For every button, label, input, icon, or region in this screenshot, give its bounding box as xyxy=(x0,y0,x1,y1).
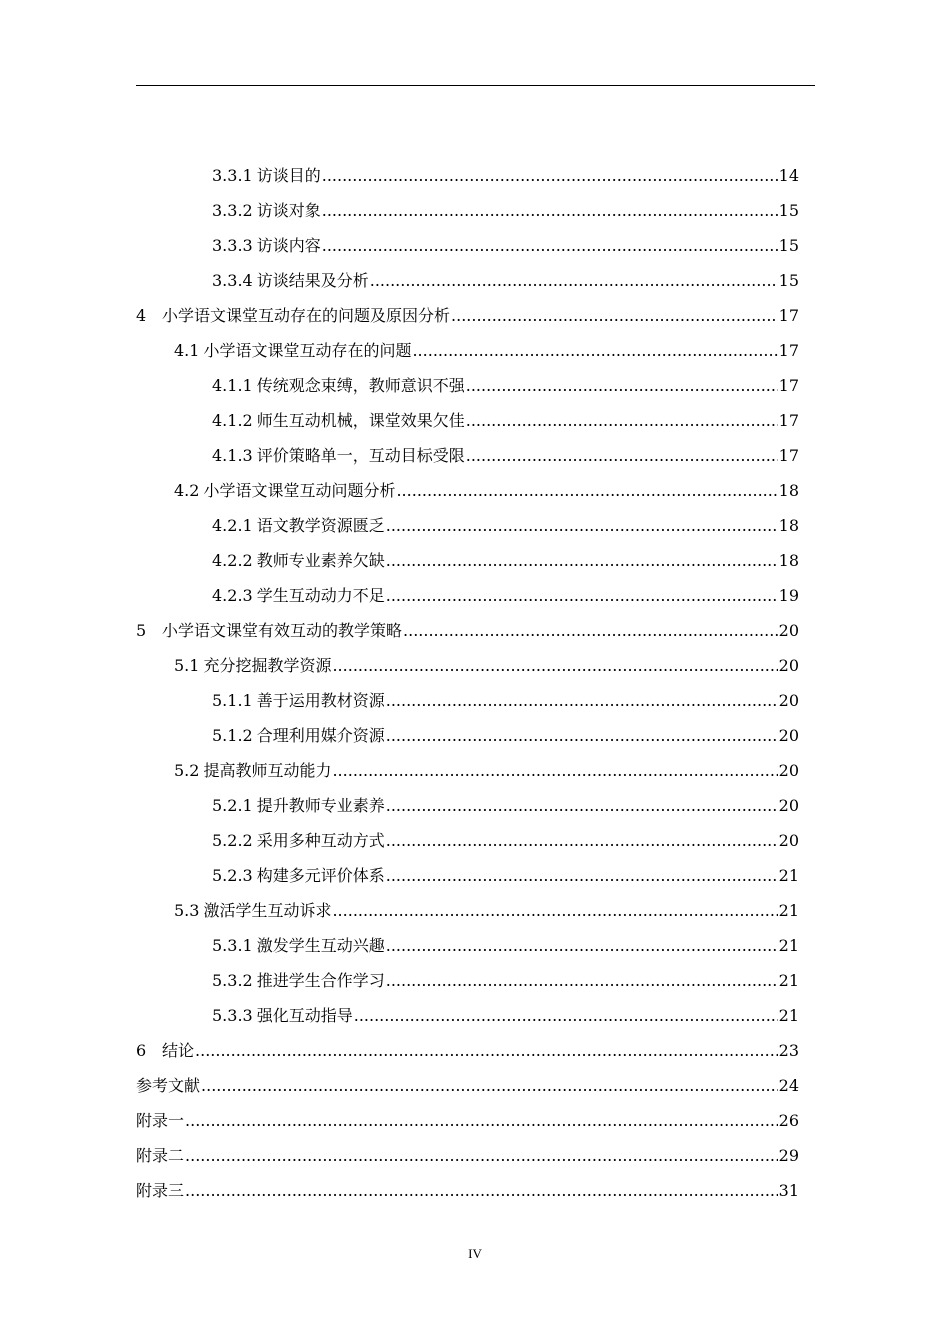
dot-leader xyxy=(466,438,778,473)
page-number: IV xyxy=(468,1246,482,1261)
toc-entry-number: 5.1.2 xyxy=(212,726,253,745)
toc-entry-number: 3.3.4 xyxy=(212,271,253,290)
toc-entry[interactable] xyxy=(136,368,799,403)
toc-entry-page: 21 xyxy=(778,936,799,955)
toc-entry[interactable] xyxy=(136,893,799,928)
toc-entry-number: 5.3 xyxy=(174,901,200,920)
toc-entry[interactable] xyxy=(136,333,799,368)
toc-entry-page: 17 xyxy=(778,306,799,325)
toc-entry[interactable] xyxy=(136,438,799,473)
dot-leader xyxy=(332,648,777,683)
toc-entry-title xyxy=(174,753,331,788)
toc-entry-title xyxy=(212,228,321,263)
toc-entry-label: 附录一 xyxy=(136,1111,185,1130)
dot-leader xyxy=(466,368,778,403)
toc-entry-number: 5.2.3 xyxy=(212,866,253,885)
toc-entry-page: 17 xyxy=(778,411,799,430)
toc-entry[interactable] xyxy=(136,543,799,578)
toc-entry-page: 29 xyxy=(778,1146,799,1165)
toc-entry[interactable] xyxy=(136,228,799,263)
toc-entry-label: 小学语文课堂有效互动的教学策略 xyxy=(162,621,403,640)
toc-entry-number: 5.2 xyxy=(174,761,200,780)
toc-entry-number: 3.3.3 xyxy=(212,236,253,255)
dot-leader xyxy=(386,963,778,998)
toc-entry-title xyxy=(212,368,465,403)
toc-entry-page: 21 xyxy=(778,1006,799,1025)
dot-leader xyxy=(354,998,778,1033)
toc-entry[interactable] xyxy=(136,613,799,648)
toc-entry-page: 21 xyxy=(778,866,799,885)
toc-entry-label: 激活学生互动诉求 xyxy=(203,901,332,920)
dot-leader xyxy=(466,403,778,438)
dot-leader xyxy=(185,1103,778,1138)
toc-entry[interactable] xyxy=(136,1103,799,1138)
toc-entry-page: 17 xyxy=(778,446,799,465)
toc-entry[interactable] xyxy=(136,263,799,298)
toc-entry-number: 5 xyxy=(136,621,147,640)
toc-entry-title xyxy=(174,333,411,368)
toc-entry-title xyxy=(212,928,385,963)
toc-entry-number: 4.2.3 xyxy=(212,586,253,605)
toc-entry-page: 17 xyxy=(778,341,799,360)
toc-entry-number: 4.1.1 xyxy=(212,376,253,395)
toc-entry-label: 小学语文课堂互动问题分析 xyxy=(203,481,396,500)
dot-leader xyxy=(185,1138,778,1173)
toc-entry[interactable] xyxy=(136,1068,799,1103)
toc-entry-label: 采用多种互动方式 xyxy=(256,831,385,850)
toc-entry-title xyxy=(212,788,385,823)
toc-entry-label: 访谈内容 xyxy=(256,236,321,255)
toc-entry-page: 20 xyxy=(778,621,799,640)
toc-entry-page: 23 xyxy=(778,1041,799,1060)
toc-entry-title xyxy=(212,543,385,578)
toc-entry-title xyxy=(212,963,385,998)
dot-leader xyxy=(201,1068,778,1103)
toc-entry[interactable] xyxy=(136,1138,799,1173)
toc-entry[interactable] xyxy=(136,648,799,683)
dot-leader xyxy=(332,893,777,928)
toc-entry-page: 20 xyxy=(778,796,799,815)
dot-leader xyxy=(185,1173,778,1208)
toc-entry-title xyxy=(174,648,331,683)
toc-entry-label: 访谈对象 xyxy=(256,201,321,220)
toc-entry-title xyxy=(174,473,395,508)
toc-entry-title xyxy=(212,858,385,893)
toc-entry-label: 访谈目的 xyxy=(256,166,321,185)
toc-entry-number: 4.2.2 xyxy=(212,551,253,570)
toc-entry[interactable] xyxy=(136,158,799,193)
toc-entry-label: 评价策略单一，互动目标受限 xyxy=(256,446,465,465)
dot-leader xyxy=(386,578,778,613)
dot-leader xyxy=(412,333,777,368)
toc-entry-label: 附录二 xyxy=(136,1146,185,1165)
dot-leader xyxy=(386,858,778,893)
toc-entry-label: 推进学生合作学习 xyxy=(256,971,385,990)
dot-leader xyxy=(322,193,778,228)
toc-entry-label: 参考文献 xyxy=(136,1076,201,1095)
toc-entry-label: 教师专业素养欠缺 xyxy=(256,551,385,570)
toc-entry-label: 合理利用媒介资源 xyxy=(256,726,385,745)
toc-entry-label: 小学语文课堂互动存在的问题及原因分析 xyxy=(162,306,451,325)
toc-entry[interactable] xyxy=(136,1033,799,1068)
toc-entry-page: 15 xyxy=(778,236,799,255)
dot-leader xyxy=(386,508,778,543)
toc-entry-title xyxy=(136,1138,184,1173)
toc-entry-title xyxy=(174,893,331,928)
dot-leader xyxy=(322,228,778,263)
toc-entry-title xyxy=(212,158,321,193)
toc-entry[interactable] xyxy=(136,753,799,788)
toc-entry-number: 5.3.1 xyxy=(212,936,253,955)
toc-entry-title xyxy=(212,578,385,613)
toc-entry-page: 15 xyxy=(778,201,799,220)
toc-entry-label: 提升教师专业素养 xyxy=(256,796,385,815)
toc-entry-number: 4.1.3 xyxy=(212,446,253,465)
dot-leader xyxy=(403,613,778,648)
dot-leader xyxy=(451,298,778,333)
toc-entry[interactable] xyxy=(136,508,799,543)
dot-leader xyxy=(195,1033,778,1068)
dot-leader xyxy=(322,158,778,193)
toc-entry-page: 20 xyxy=(778,691,799,710)
toc-entry-label: 访谈结果及分析 xyxy=(256,271,369,290)
toc-entry-number: 4.1.2 xyxy=(212,411,253,430)
toc-entry-page: 18 xyxy=(778,516,799,535)
toc-entry[interactable] xyxy=(136,683,799,718)
toc-entry-page: 21 xyxy=(778,901,799,920)
toc-entry-page: 21 xyxy=(778,971,799,990)
toc-entry-title xyxy=(136,1068,200,1103)
toc-entry-label: 提高教师互动能力 xyxy=(203,761,332,780)
dot-leader xyxy=(386,543,778,578)
toc-entry-title xyxy=(212,823,385,858)
toc-entry[interactable] xyxy=(136,963,799,998)
toc-entry[interactable] xyxy=(136,1173,799,1208)
toc-entry-number: 4.1 xyxy=(174,341,200,360)
toc-entry-label: 传统观念束缚，教师意识不强 xyxy=(256,376,465,395)
toc-entry-label: 师生互动机械，课堂效果欠佳 xyxy=(256,411,465,430)
toc-entry-title xyxy=(136,298,450,333)
toc-entry-title xyxy=(212,508,385,543)
toc-entry[interactable] xyxy=(136,473,799,508)
toc-entry-page: 18 xyxy=(778,551,799,570)
toc-entry-title xyxy=(212,718,385,753)
header-rule xyxy=(136,85,815,86)
toc-entry-label: 激发学生互动兴趣 xyxy=(256,936,385,955)
toc-entry-page: 20 xyxy=(778,761,799,780)
toc-entry-label: 附录三 xyxy=(136,1181,185,1200)
dot-leader xyxy=(386,823,778,858)
toc-entry-page: 18 xyxy=(778,481,799,500)
toc-entry[interactable] xyxy=(136,298,799,333)
dot-leader xyxy=(332,753,777,788)
toc-entry-page: 17 xyxy=(778,376,799,395)
toc-entry-page: 20 xyxy=(778,656,799,675)
toc-entry[interactable] xyxy=(136,998,799,1033)
toc-entry-number: 6 xyxy=(136,1041,147,1060)
toc-entry-number: 4.2 xyxy=(174,481,200,500)
table-of-contents xyxy=(136,158,799,1208)
toc-entry-number: 3.3.1 xyxy=(212,166,253,185)
toc-entry-title xyxy=(136,1033,194,1068)
toc-entry-number: 5.3.2 xyxy=(212,971,253,990)
toc-entry-page: 20 xyxy=(778,726,799,745)
toc-entry-number: 5.1 xyxy=(174,656,200,675)
toc-entry-page: 26 xyxy=(778,1111,799,1130)
toc-entry-number: 4 xyxy=(136,306,147,325)
toc-entry-title xyxy=(212,193,321,228)
toc-entry-label: 充分挖掘教学资源 xyxy=(203,656,332,675)
toc-entry-title xyxy=(212,683,385,718)
toc-entry-page: 24 xyxy=(778,1076,799,1095)
dot-leader xyxy=(386,683,778,718)
dot-leader xyxy=(370,263,778,298)
toc-entry[interactable] xyxy=(136,788,799,823)
toc-entry[interactable] xyxy=(136,193,799,228)
dot-leader xyxy=(396,473,777,508)
toc-entry[interactable] xyxy=(136,403,799,438)
toc-entry-title xyxy=(136,1173,184,1208)
toc-entry-label: 强化互动指导 xyxy=(256,1006,353,1025)
toc-entry-number: 5.1.1 xyxy=(212,691,253,710)
toc-entry-label: 小学语文课堂互动存在的问题 xyxy=(203,341,412,360)
toc-entry-title xyxy=(212,403,465,438)
toc-entry-page: 14 xyxy=(778,166,799,185)
dot-leader xyxy=(386,788,778,823)
toc-entry-number: 4.2.1 xyxy=(212,516,253,535)
toc-entry[interactable] xyxy=(136,858,799,893)
toc-entry-title xyxy=(212,263,369,298)
toc-entry-number: 3.3.2 xyxy=(212,201,253,220)
toc-entry-number: 5.2.2 xyxy=(212,831,253,850)
toc-entry[interactable] xyxy=(136,928,799,963)
toc-entry-page: 31 xyxy=(778,1181,799,1200)
toc-entry[interactable] xyxy=(136,578,799,613)
toc-entry-label: 构建多元评价体系 xyxy=(256,866,385,885)
toc-entry-page: 19 xyxy=(778,586,799,605)
toc-entry[interactable] xyxy=(136,718,799,753)
toc-entry-title xyxy=(212,438,465,473)
toc-entry-label: 善于运用教材资源 xyxy=(256,691,385,710)
toc-entry-number: 5.2.1 xyxy=(212,796,253,815)
toc-entry-page: 20 xyxy=(778,831,799,850)
toc-entry-title xyxy=(136,613,402,648)
toc-entry-title xyxy=(212,998,353,1033)
toc-entry-label: 语文教学资源匮乏 xyxy=(256,516,385,535)
dot-leader xyxy=(386,928,778,963)
toc-entry[interactable] xyxy=(136,823,799,858)
toc-entry-title xyxy=(136,1103,184,1138)
toc-entry-label: 结论 xyxy=(162,1041,195,1060)
dot-leader xyxy=(386,718,778,753)
toc-entry-page: 15 xyxy=(778,271,799,290)
toc-entry-number: 5.3.3 xyxy=(212,1006,253,1025)
toc-entry-label: 学生互动动力不足 xyxy=(256,586,385,605)
